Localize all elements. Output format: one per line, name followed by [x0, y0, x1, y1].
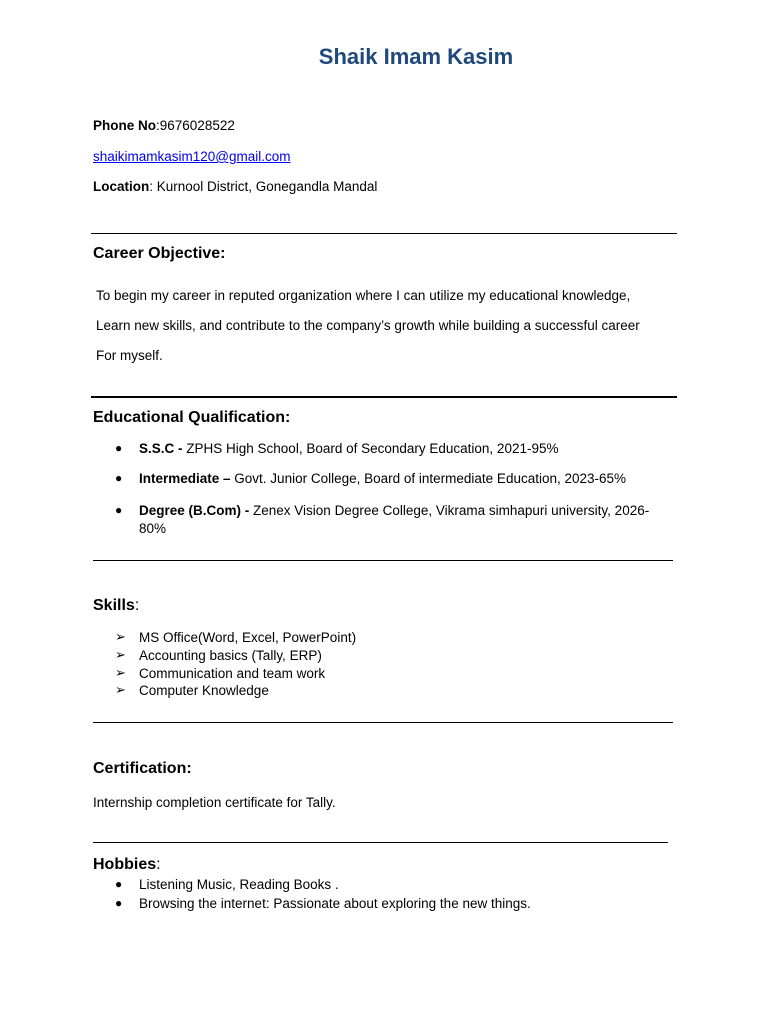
certification-heading: Certification:	[93, 760, 192, 777]
skill-item: Communication and team work	[139, 666, 326, 681]
career-objective-heading: Career Objective:	[93, 245, 226, 262]
divider	[93, 842, 668, 843]
divider	[91, 233, 677, 234]
divider	[93, 722, 673, 723]
education-detail: ZPHS High School, Board of Secondary Education, 2021-95%	[186, 441, 559, 456]
education-title: Degree (B.Com) -	[139, 503, 254, 518]
skills-heading-line	[93, 597, 139, 615]
bullet-icon: ●	[115, 877, 123, 891]
objective-line: For myself.	[96, 348, 163, 363]
hobby-item: Listening Music, Reading Books .	[139, 877, 339, 892]
arrow-bullet-icon: ➢	[115, 629, 126, 644]
skills-heading-suffix: :	[134, 597, 140, 614]
location-label: Location	[93, 179, 150, 194]
phone-separator: :	[156, 118, 160, 133]
email-link[interactable]: shaikimamkasim120@gmail.com	[93, 149, 291, 164]
education-detail: Govt. Junior College, Board of intermediate Education, 2023-65%	[234, 471, 627, 486]
hobbies-heading: Hobbies	[93, 856, 157, 873]
education-title: S.S.C -	[139, 441, 187, 456]
education-item	[139, 471, 626, 486]
hobbies-heading-line	[93, 856, 161, 874]
bullet-icon: ●	[115, 441, 123, 455]
skill-item: MS Office(Word, Excel, PowerPoint)	[139, 630, 357, 645]
phone-value: 9676028522	[159, 118, 235, 133]
phone-line	[93, 118, 235, 133]
education-detail-continued: 80%	[139, 521, 167, 536]
skill-item: Accounting basics (Tally, ERP)	[139, 648, 322, 663]
divider	[93, 560, 673, 561]
objective-line: To begin my career in reputed organization where I can utilize my educational knowledge,	[96, 288, 631, 303]
divider	[91, 396, 677, 398]
education-item	[139, 503, 649, 518]
phone-label: Phone No	[93, 118, 156, 133]
education-item	[139, 441, 559, 456]
hobby-item: Browsing the internet: Passionate about exploring the new things.	[139, 896, 531, 911]
hobbies-heading-suffix: :	[156, 856, 161, 873]
location-line	[93, 179, 377, 194]
bullet-icon: ●	[115, 896, 123, 910]
arrow-bullet-icon: ➢	[115, 682, 126, 697]
arrow-bullet-icon: ➢	[115, 665, 126, 680]
education-detail: Zenex Vision Degree College, Vikrama simhapuri university, 2026-	[253, 503, 650, 518]
objective-line: Learn new skills, and contribute to the company’s growth while building a successful career	[96, 318, 640, 333]
skill-item: Computer Knowledge	[139, 683, 269, 698]
bullet-icon: ●	[115, 503, 123, 517]
education-heading: Educational Qualification:	[93, 409, 291, 426]
location-value: : Kurnool District, Gonegandla Mandal	[149, 179, 378, 194]
education-title: Intermediate –	[139, 471, 235, 486]
bullet-icon: ●	[115, 471, 123, 485]
resume-name: Shaik Imam Kasim	[318, 44, 514, 69]
certification-text: Internship completion certificate for Tally.	[93, 795, 336, 810]
arrow-bullet-icon: ➢	[115, 647, 126, 662]
skills-heading: Skills	[93, 597, 135, 614]
